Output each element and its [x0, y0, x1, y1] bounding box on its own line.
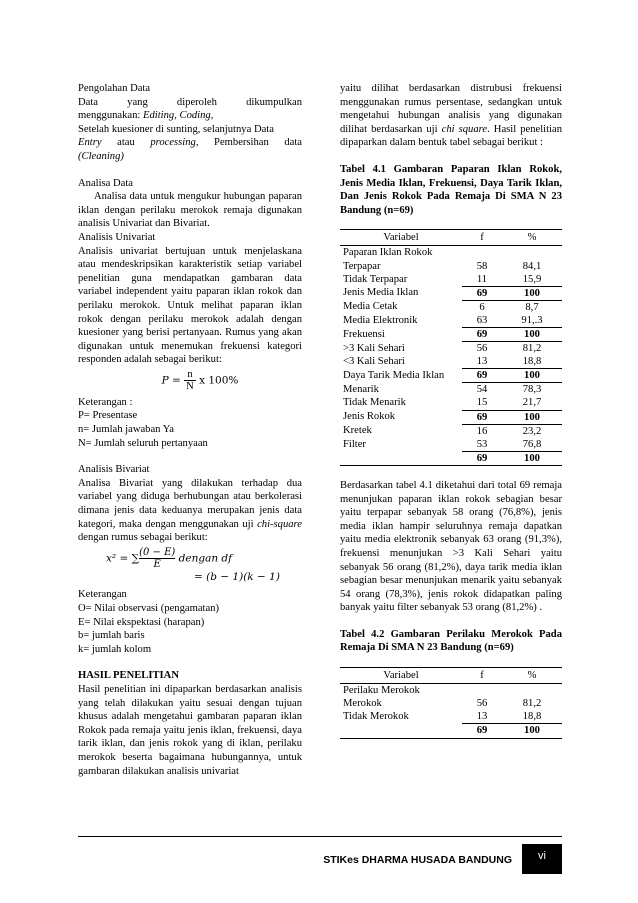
table-row: Frekuensi 69 100	[340, 328, 562, 342]
table-row: Jenis Rokok 69 100	[340, 410, 562, 424]
pengolahan-line4: Entry atau processing, Pembersihan data	[78, 137, 302, 149]
table-row: Terpapar 58 84,1	[343, 260, 542, 272]
table-row: Tidak Menarik 15 21,7	[343, 397, 542, 409]
pengolahan-line5: (Cleaning)	[78, 150, 124, 162]
table-row: Jenis Media Iklan 69 100	[340, 286, 562, 300]
ket2-b: b= jumlah baris	[78, 630, 145, 642]
page-footer	[78, 844, 562, 876]
hasil-title: HASIL PENELITIAN	[78, 670, 179, 682]
table-row: Merokok 56 81,2	[343, 698, 542, 710]
table2-header-f: f	[462, 668, 502, 684]
table-row: Kretek 16 23,2	[343, 425, 542, 437]
table-row: Tidak Terpapar 11 15,9	[343, 273, 542, 285]
table-4-1	[340, 229, 562, 466]
table1-title: Tabel 4.1 Gambaran Paparan Iklan Rokok, Jenis Media Iklan, Frekuensi, Daya Tarik Iklan, Dan Jenis Rokok Pada Remaja Di SMA N 23 Bandung (n=69)	[340, 163, 562, 216]
formula-chi-square: x² = ∑ $\frac{(0 - E)}{E}$ dengan df = (b − 1)(k − 1)	[106, 546, 280, 583]
hasil-paragraph: Hasil penelitian ini dipaparkan berdasarkan analisis yang telah dilakukan yaitu sesuai dengan tujuan khusus adalah mengetahui gambaran paparan iklan Rokok pada remaja yaitu jenis iklan, frekuensi, daya tarik iklan, dan jenis rokok yang di iklan, perilaku merokok beserta bagaimana hubungannya, untuk gambaran dilakukan analisis univariat	[78, 683, 302, 777]
table2-header-variabel: Variabel	[340, 668, 462, 684]
left-column	[78, 82, 302, 778]
footer-rule	[78, 836, 562, 837]
summary-paragraph: Berdasarkan tabel 4.1 diketahui dari total 69 remaja menunjukan paparan iklan rokok sebagian besar yaitu terpapar sebanyak 58 orang (76,8%), jenis media iklan hampir seluruhnya remaja dapatkan yaitu media elektronik sebanyak 63 orang (91,3%), frekuensi menunjukan >3 Kali Sehari yaitu sebanyak 56 orang (81,2%), daya tarik media iklan sebagian besar menunjukan menarik yaitu sebanyak 54 orang (78,3%), jenis rokok didapatkan paling banyak yaitu filter sebanyak 53 orang (81,2%) .	[340, 479, 562, 614]
table1-header-variabel: Variabel	[340, 230, 462, 246]
keterangan-2: Keterangan	[78, 589, 127, 601]
table-row: Media Elektronik 63 91,.3	[343, 314, 543, 326]
bivariat-title: Analisis Bivariat	[78, 464, 150, 476]
table2-title: Tabel 4.2 Gambaran Perilaku Merokok Pada Remaja Di SMA N 23 Bandung (n=69)	[340, 628, 562, 654]
table-4-2	[340, 667, 562, 738]
ket2-o: O= Nilai observasi (pengamatan)	[78, 603, 219, 614]
ket1-n: n= Jumlah jawaban Ya	[78, 424, 175, 436]
ket1-p: P= Presentase	[78, 410, 138, 422]
pengolahan-title: Pengolahan Data	[78, 83, 151, 94]
table-row: Media Cetak 6 8,7	[343, 301, 539, 313]
ket2-e: E= Nilai ekspektasi (harapan)	[78, 616, 205, 628]
footer-institution: STIKes DHARMA HUSADA BANDUNG	[323, 854, 512, 866]
table-row: Filter 53 76,8	[343, 438, 542, 450]
univariat-title: Analisis Univariat	[78, 231, 156, 243]
right-column	[340, 82, 562, 739]
pengolahan-line2: menggunakan: Editing, Coding,	[78, 110, 214, 122]
table1-header-percent: %	[502, 230, 562, 246]
table-row: >3 Kali Sehari 56 81,2	[343, 342, 542, 355]
table-row: <3 Kali Sehari 13 18,8	[343, 356, 542, 368]
analisa-paragraph: Analisa data untuk mengukur hubungan paparan iklan dengan perilaku merokok remaja digunakan analisis Univariat dan Bivariat.	[78, 191, 302, 230]
table1-header-f: f	[462, 230, 502, 246]
page-number: vi	[522, 844, 562, 874]
table-row: Tidak Merokok 13 18,8	[343, 711, 542, 723]
formula-presentase: P = $\frac{n}{N}$ x 100%	[161, 368, 239, 392]
ket1-N: N= Jumlah seluruh pertanyaan	[78, 437, 208, 449]
table-row: Menarik 54 78,3	[343, 383, 542, 396]
keterangan-1: Keterangan :	[78, 396, 133, 408]
pengolahan-line3: Setelah kuesioner di sunting, selanjutnya Data	[78, 123, 274, 135]
table-row: 69 100	[340, 451, 562, 465]
intro-paragraph: yaitu dilihat berdasarkan distrubusi frekuensi menggunakan rumus persentase, sedangkan untuk mengetahui hubungan analisis yang digunakan dilihat berdasarkan uji chi square. Hasil penelitian dipaparkan dalam bentuk tabel sebagai berikut :	[340, 83, 562, 149]
table-row: 69 100	[340, 724, 562, 738]
bivariat-paragraph: Analisa Bivariat yang dilakukan terhadap dua variabel yang diduga berhubungan atau berkolerasi dimana jenis data keduanya merupakan jenis data kategori, maka dengan menggunakan uji chi-square dengan rumus sebagai berikut:	[78, 477, 302, 544]
table2-header-percent: %	[502, 668, 562, 684]
table-row: Paparan Iklan Rokok	[343, 247, 433, 259]
ket2-k: k= jumlah kolom	[78, 643, 152, 655]
table-row: Perilaku Merokok	[343, 685, 420, 697]
univariat-paragraph: Analisis univariat bertujuan untuk menjelaskana atau mendeskripsikan karakteristik setiap variabel penelitian guna mendapatkan gambaran data variabel independent yaitu paparan iklan rokok dan perilaku merokok. Untuk melihat paparan iklan rokok dengan perilaku merokok adalah dengan kuesioner yang berisi pertanyaan. Rumus yang akan digunakan untuk menemukan frekuensi kategori responden adalah sebagai berikut:	[78, 245, 302, 366]
pengolahan-line1: Data yang diperoleh dikumpulkan	[78, 96, 302, 108]
table-row: Daya Tarik Media Iklan 69 100	[340, 369, 562, 383]
analisa-title: Analisa Data	[78, 177, 134, 189]
